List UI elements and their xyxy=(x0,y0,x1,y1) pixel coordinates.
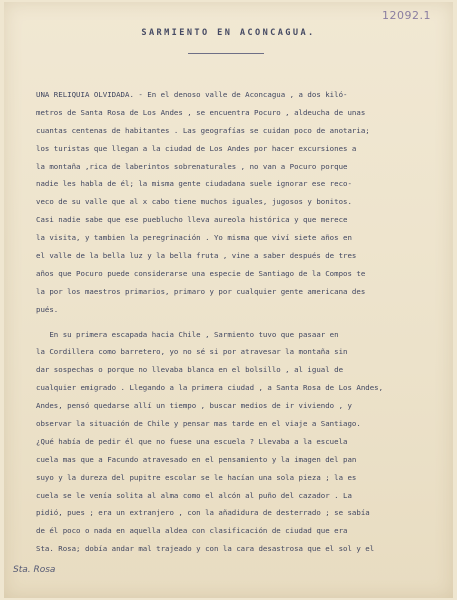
text-line: cuela mas que a Facundo atravesado en el pensamiento y la imagen del pan xyxy=(36,454,357,464)
text-line: la visita, y tambien la peregrinación . Yo misma que viví siete años en xyxy=(36,233,352,243)
document-body xyxy=(36,86,440,558)
margin-note: Sta. Rosa xyxy=(13,565,56,575)
text-line: nadie les habla de él; la misma gente ciudadana suele ignorar ese reco- xyxy=(36,179,352,189)
text-line: Sta. Rosa; dobía andar mal trajeado y con la cara desastrosa que el sol y el xyxy=(36,544,375,554)
text-line: dar sospechas o porque no llevaba blanca en el bolsillo , al igual de xyxy=(36,365,344,375)
text-line: cualquier emigrado . Llegando a la primera ciudad , a Santa Rosa de Los Andes, xyxy=(36,383,384,393)
text-line: pués. xyxy=(36,304,59,314)
text-line: En su primera escapada hacia Chile , Sarmiento tuvo que pasaar en xyxy=(36,329,339,339)
text-line: observar la situación de Chile y pensar mas tarde en el viaje a Santiago. xyxy=(36,419,361,429)
text-line: años que Pocuro puede considerarse una especie de Santiago de la Compos te xyxy=(36,268,366,278)
text-line: la por los maestros primarios, primaro y por cualquier gente americana des xyxy=(36,286,366,296)
document-title: SARMIENTO EN ACONCAGUA. xyxy=(141,28,316,38)
text-line: Casi nadie sabe que ese pueblucho lleva aureola histórica y que merece xyxy=(36,215,348,225)
text-line: cuela se le venía solita al alma como el alcón al puño del cazador . La xyxy=(36,490,352,500)
text-line: de él poco o nada en aquella aldea con clasificación de ciudad que era xyxy=(36,526,348,536)
text-line: suyo y la dureza del pupitre escolar se le hacían una sola pieza ; la es xyxy=(36,472,357,482)
text-line: UNA RELIQUIA OLVIDADA. - En el denoso valle de Aconcagua , a dos kiló- xyxy=(36,90,348,99)
text-line: Andes, pensó quedarse allí un tiempo , buscar medios de ir viviendo , y xyxy=(36,401,352,411)
text-line: pidió, pues ; era un extranjero , con la añadidura de desterrado ; se sabía xyxy=(36,508,370,518)
text-line: los turistas que llegan a la ciudad de Los Andes por hacer excursiones a xyxy=(36,143,357,153)
archive-number: 12092.1 xyxy=(382,9,431,22)
text-line: ¿Qué había de pedir él que no fuese una escuela ? Llevaba a la escuela xyxy=(36,436,348,446)
text-line: el valle de la bella luz y la bella fruta , vine a saber después de tres xyxy=(36,251,357,261)
paragraph-gap xyxy=(36,319,440,326)
title-underline xyxy=(188,53,264,54)
text-line: cuantas centenas de habitantes . Las geografías se cuidan poco de anotaria; xyxy=(36,125,370,135)
text-line: la montaña ,rica de laberintos sobrenaturales , no van a Pocuro porque xyxy=(36,161,348,171)
text-line: la Cordillera como barretero, yo no sé si por atravesar la montaña sin xyxy=(36,347,348,357)
text-line: veco de su valle que al x cabo tiene muchos iguales, jugosos y bonitos. xyxy=(36,197,352,207)
text-line: metros de Santa Rosa de Los Andes , se encuentra Pocuro , aldeucha de unas xyxy=(36,107,366,117)
